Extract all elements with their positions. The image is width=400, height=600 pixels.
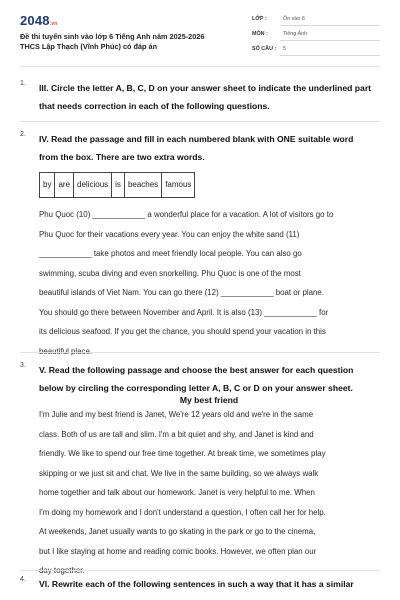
word-option: beaches: [125, 173, 162, 197]
question-title-line-1: V. Read the following passage and choose the best answer for each question: [39, 365, 354, 375]
question-number: 3.: [20, 362, 26, 369]
meta-label: LỚP :: [252, 16, 267, 22]
question-number: 1.: [20, 80, 26, 87]
passage-line: beautiful place.: [39, 346, 93, 356]
passage-line: skipping or we just sit and chat. We live in the same building, so we always walk: [39, 468, 319, 478]
exam-title-line-2: THCS Lập Thạch (Vĩnh Phúc) có đáp án: [20, 42, 158, 51]
passage-line: friendly. We like to spend our free time together. At break time, we sometimes play: [39, 449, 326, 458]
meta-value: Tiếng Anh: [283, 31, 308, 37]
question-number: 2.: [20, 131, 26, 138]
passage-line: You should go there between November and April. It is also (13) ____________ for: [39, 307, 329, 317]
passage-line: At weekends, Janet usually wants to go skating in the park or go to the cinema,: [39, 527, 316, 536]
passage-line: I'm doing my homework and I don't understand a question, I often call her for help.: [39, 507, 326, 517]
word-option: delicious: [74, 173, 112, 197]
passage-line: swimming, scuba diving and even snorkelling. Phu Quoc is one of the most: [39, 268, 301, 278]
meta-class-row: [252, 11, 380, 26]
meta-value: Ôn vào 6: [283, 16, 305, 22]
section-divider: [20, 570, 380, 571]
passage-line: ____________ take photos and meet friendly local people. You can also go: [39, 249, 302, 258]
meta-count-row: [252, 41, 380, 56]
site-logo[interactable]: [20, 13, 58, 28]
question-title-line-2: that needs correction in each of the following questions.: [39, 101, 270, 111]
meta-label: MÔN :: [252, 31, 268, 37]
exam-title: [20, 32, 230, 52]
word-option: by: [40, 173, 55, 197]
passage-line: class. Both of us are tall and slim. I'm a bit quiet and shy, and Janet is kind and: [39, 429, 314, 439]
section-divider: [20, 352, 380, 353]
word-box: [39, 172, 195, 198]
header-divider: [20, 66, 380, 67]
meta-underline: [280, 55, 380, 56]
passage-title: My best friend: [179, 395, 239, 405]
passage-line: home together and talk about our homework. Janet is very helpful to me. When: [39, 488, 315, 497]
passage-line: Phu Quoc for their vacations every year. You can enjoy the white sand (11): [39, 229, 300, 239]
logo-suffix: .vn: [49, 21, 58, 27]
question-title-line-1: VI. Rewrite each of the following sentences in such a way that it has a similar: [39, 579, 354, 589]
question-number: 4.: [20, 576, 26, 583]
question-title-line-2: from the box. There are two extra words.: [39, 152, 205, 162]
word-option: is: [112, 173, 125, 197]
word-option: famous: [165, 180, 192, 189]
meta-value: 5: [283, 46, 286, 52]
passage-line: its delicious seafood. If you get the chance, you should spend your vacation in this: [39, 327, 326, 336]
question-title-line-1: IV. Read the passage and fill in each numbered blank with ONE suitable word: [39, 134, 354, 144]
passage-line: but I like staying at home and reading comic books. However, we often plan our: [39, 546, 317, 556]
word-option: are: [55, 173, 74, 197]
page-header: [0, 0, 400, 62]
passage-phu-quoc: [39, 205, 379, 361]
exam-title-line-1: Đề thi tuyển sinh vào lớp 6 Tiếng Anh năm 2025-2026: [20, 32, 205, 41]
exam-meta: [252, 11, 380, 56]
question-title-line-1: III. Circle the letter A, B, C, D on your answer sheet to indicate the underlined part: [39, 83, 372, 93]
passage-line: day together.: [39, 566, 85, 575]
meta-label: SỐ CÂU :: [252, 46, 277, 52]
passage-line: I'm Julie and my best friend is Janet, We're 12 years old and we're in the same: [39, 410, 314, 419]
passage-line: Phu Quoc (10) ____________ a wonderful place for a vacation. A lot of visitors go to: [39, 210, 334, 219]
passage-line: beautiful islands of Viet Nam. You can go there (12) ____________ boat or plane.: [39, 288, 325, 297]
passage-best-friend: [39, 405, 379, 581]
question-title-line-2: below by circling the corresponding letter A, B, C or D on your answer sheet.: [39, 383, 353, 393]
section-divider: [20, 121, 380, 122]
logo-text: 2048: [20, 13, 50, 28]
meta-subject-row: [252, 26, 380, 41]
